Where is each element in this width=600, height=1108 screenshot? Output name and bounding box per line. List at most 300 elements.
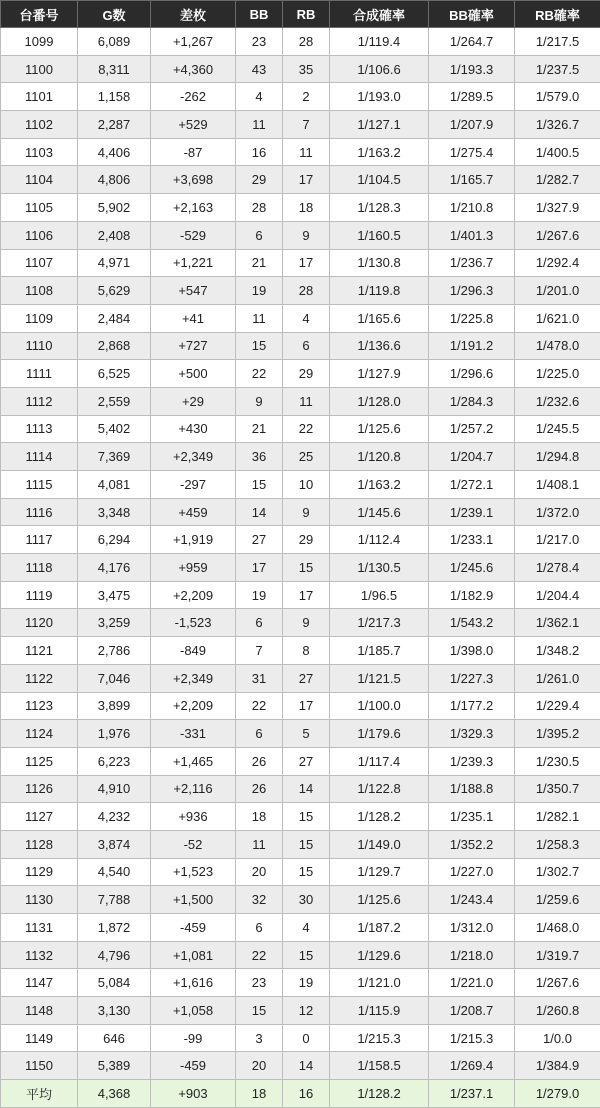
- difference-cell: +459: [151, 498, 236, 526]
- bb-rate-cell: 1/188.8: [429, 775, 515, 803]
- bb-rate-cell: 1/233.1: [429, 526, 515, 554]
- bb-cell: 36: [236, 443, 283, 471]
- header-cell-bb: BB: [236, 1, 283, 28]
- games-cell: 3,475: [78, 581, 151, 609]
- difference-cell: -87: [151, 138, 236, 166]
- bb-cell: 27: [236, 526, 283, 554]
- combined-rate-cell: 1/128.2: [330, 803, 429, 831]
- combined-rate-cell: 1/112.4: [330, 526, 429, 554]
- machine-number-cell: 1103: [1, 138, 78, 166]
- bb-cell: 15: [236, 332, 283, 360]
- rb-cell: 14: [283, 1052, 330, 1080]
- average-cell: 16: [283, 1080, 330, 1108]
- machine-number-cell: 1115: [1, 471, 78, 499]
- machine-number-cell: 1114: [1, 443, 78, 471]
- combined-rate-cell: 1/215.3: [330, 1024, 429, 1052]
- rb-cell: 35: [283, 55, 330, 83]
- difference-cell: +959: [151, 554, 236, 582]
- bb-rate-cell: 1/193.3: [429, 55, 515, 83]
- bb-cell: 6: [236, 720, 283, 748]
- difference-cell: +29: [151, 387, 236, 415]
- rb-rate-cell: 1/372.0: [515, 498, 600, 526]
- combined-rate-cell: 1/163.2: [330, 138, 429, 166]
- games-cell: 1,976: [78, 720, 151, 748]
- combined-rate-cell: 1/217.3: [330, 609, 429, 637]
- combined-rate-cell: 1/125.6: [330, 415, 429, 443]
- table-row: [1, 997, 600, 1025]
- games-cell: 4,796: [78, 941, 151, 969]
- bb-rate-cell: 1/239.1: [429, 498, 515, 526]
- bb-rate-cell: 1/225.8: [429, 304, 515, 332]
- table-row: [1, 111, 600, 139]
- rb-rate-cell: 1/302.7: [515, 858, 600, 886]
- rb-cell: 25: [283, 443, 330, 471]
- machine-number-cell: 1105: [1, 194, 78, 222]
- games-cell: 3,874: [78, 830, 151, 858]
- games-cell: 2,559: [78, 387, 151, 415]
- rb-cell: 28: [283, 28, 330, 56]
- combined-rate-cell: 1/127.9: [330, 360, 429, 388]
- table-row: [1, 830, 600, 858]
- rb-cell: 4: [283, 914, 330, 942]
- table-row: [1, 969, 600, 997]
- table-row: [1, 249, 600, 277]
- games-cell: 3,259: [78, 609, 151, 637]
- games-cell: 5,084: [78, 969, 151, 997]
- rb-rate-cell: 1/204.4: [515, 581, 600, 609]
- rb-cell: 8: [283, 637, 330, 665]
- games-cell: 4,910: [78, 775, 151, 803]
- bb-rate-cell: 1/177.2: [429, 692, 515, 720]
- difference-cell: +2,163: [151, 194, 236, 222]
- games-cell: 1,158: [78, 83, 151, 111]
- bb-cell: 3: [236, 1024, 283, 1052]
- difference-cell: +547: [151, 277, 236, 305]
- rb-cell: 2: [283, 83, 330, 111]
- games-cell: 5,629: [78, 277, 151, 305]
- difference-cell: +1,500: [151, 886, 236, 914]
- difference-cell: +430: [151, 415, 236, 443]
- table-row: [1, 664, 600, 692]
- table-row: [1, 498, 600, 526]
- machine-number-cell: 1126: [1, 775, 78, 803]
- combined-rate-cell: 1/117.4: [330, 747, 429, 775]
- combined-rate-cell: 1/128.3: [330, 194, 429, 222]
- difference-cell: +727: [151, 332, 236, 360]
- rb-rate-cell: 1/0.0: [515, 1024, 600, 1052]
- bb-rate-cell: 1/235.1: [429, 803, 515, 831]
- bb-rate-cell: 1/245.6: [429, 554, 515, 582]
- difference-cell: +1,465: [151, 747, 236, 775]
- games-cell: 2,868: [78, 332, 151, 360]
- difference-cell: +2,349: [151, 443, 236, 471]
- difference-cell: -459: [151, 1052, 236, 1080]
- games-cell: 4,540: [78, 858, 151, 886]
- average-cell: 1/237.1: [429, 1080, 515, 1108]
- bb-rate-cell: 1/257.2: [429, 415, 515, 443]
- bb-cell: 22: [236, 941, 283, 969]
- bb-cell: 11: [236, 830, 283, 858]
- table-row: [1, 194, 600, 222]
- table-row: [1, 1024, 600, 1052]
- rb-rate-cell: 1/384.9: [515, 1052, 600, 1080]
- rb-rate-cell: 1/327.9: [515, 194, 600, 222]
- games-cell: 4,406: [78, 138, 151, 166]
- rb-cell: 4: [283, 304, 330, 332]
- header-cell-difference: 差枚: [151, 1, 236, 28]
- table-row: [1, 775, 600, 803]
- table-row: [1, 277, 600, 305]
- combined-rate-cell: 1/128.0: [330, 387, 429, 415]
- average-cell: 1/128.2: [330, 1080, 429, 1108]
- bb-rate-cell: 1/289.5: [429, 83, 515, 111]
- header-cell-machine-number: 台番号: [1, 1, 78, 28]
- rb-rate-cell: 1/294.8: [515, 443, 600, 471]
- combined-rate-cell: 1/100.0: [330, 692, 429, 720]
- rb-rate-cell: 1/225.0: [515, 360, 600, 388]
- difference-cell: -529: [151, 221, 236, 249]
- combined-rate-cell: 1/106.6: [330, 55, 429, 83]
- rb-rate-cell: 1/217.0: [515, 526, 600, 554]
- machine-number-cell: 1125: [1, 747, 78, 775]
- rb-cell: 19: [283, 969, 330, 997]
- average-cell: 4,368: [78, 1080, 151, 1108]
- bb-rate-cell: 1/191.2: [429, 332, 515, 360]
- header-cell-combined-rate: 合成確率: [330, 1, 429, 28]
- bb-cell: 7: [236, 637, 283, 665]
- header-cell-bb-rate: BB確率: [429, 1, 515, 28]
- rb-rate-cell: 1/395.2: [515, 720, 600, 748]
- bb-cell: 19: [236, 277, 283, 305]
- rb-cell: 15: [283, 830, 330, 858]
- difference-cell: -1,523: [151, 609, 236, 637]
- bb-cell: 9: [236, 387, 283, 415]
- difference-cell: -52: [151, 830, 236, 858]
- machine-number-cell: 1117: [1, 526, 78, 554]
- machine-number-cell: 1109: [1, 304, 78, 332]
- bb-rate-cell: 1/239.3: [429, 747, 515, 775]
- games-cell: 4,971: [78, 249, 151, 277]
- machine-number-cell: 1101: [1, 83, 78, 111]
- table-row: [1, 332, 600, 360]
- rb-rate-cell: 1/258.3: [515, 830, 600, 858]
- rb-rate-cell: 1/237.5: [515, 55, 600, 83]
- rb-rate-cell: 1/245.5: [515, 415, 600, 443]
- bb-cell: 15: [236, 471, 283, 499]
- bb-rate-cell: 1/236.7: [429, 249, 515, 277]
- bb-rate-cell: 1/218.0: [429, 941, 515, 969]
- bb-cell: 43: [236, 55, 283, 83]
- machine-number-cell: 1099: [1, 28, 78, 56]
- rb-cell: 30: [283, 886, 330, 914]
- bb-cell: 4: [236, 83, 283, 111]
- combined-rate-cell: 1/119.8: [330, 277, 429, 305]
- difference-cell: +1,919: [151, 526, 236, 554]
- bb-cell: 6: [236, 914, 283, 942]
- table-row: [1, 387, 600, 415]
- bb-cell: 29: [236, 166, 283, 194]
- rb-rate-cell: 1/319.7: [515, 941, 600, 969]
- bb-rate-cell: 1/543.2: [429, 609, 515, 637]
- games-cell: 8,311: [78, 55, 151, 83]
- bb-rate-cell: 1/296.6: [429, 360, 515, 388]
- table-row: [1, 803, 600, 831]
- games-cell: 6,089: [78, 28, 151, 56]
- rb-cell: 9: [283, 221, 330, 249]
- machine-number-cell: 1148: [1, 997, 78, 1025]
- bb-rate-cell: 1/243.4: [429, 886, 515, 914]
- rb-rate-cell: 1/267.6: [515, 969, 600, 997]
- difference-cell: +4,360: [151, 55, 236, 83]
- difference-cell: +936: [151, 803, 236, 831]
- rb-rate-cell: 1/229.4: [515, 692, 600, 720]
- table-row: [1, 28, 600, 56]
- rb-cell: 9: [283, 498, 330, 526]
- bb-rate-cell: 1/398.0: [429, 637, 515, 665]
- table-row: [1, 443, 600, 471]
- table-row: [1, 360, 600, 388]
- difference-cell: +1,081: [151, 941, 236, 969]
- bb-rate-cell: 1/215.3: [429, 1024, 515, 1052]
- difference-cell: +41: [151, 304, 236, 332]
- difference-cell: +1,523: [151, 858, 236, 886]
- combined-rate-cell: 1/96.5: [330, 581, 429, 609]
- rb-cell: 29: [283, 360, 330, 388]
- rb-rate-cell: 1/261.0: [515, 664, 600, 692]
- bb-rate-cell: 1/227.3: [429, 664, 515, 692]
- rb-cell: 27: [283, 664, 330, 692]
- combined-rate-cell: 1/121.0: [330, 969, 429, 997]
- machine-number-cell: 1110: [1, 332, 78, 360]
- bb-rate-cell: 1/272.1: [429, 471, 515, 499]
- table-row: [1, 526, 600, 554]
- machine-number-cell: 1120: [1, 609, 78, 637]
- games-cell: 4,176: [78, 554, 151, 582]
- combined-rate-cell: 1/129.7: [330, 858, 429, 886]
- table-row: [1, 692, 600, 720]
- bb-cell: 22: [236, 360, 283, 388]
- bb-rate-cell: 1/264.7: [429, 28, 515, 56]
- combined-rate-cell: 1/158.5: [330, 1052, 429, 1080]
- table-row: [1, 166, 600, 194]
- difference-cell: +2,349: [151, 664, 236, 692]
- bb-cell: 22: [236, 692, 283, 720]
- bb-cell: 15: [236, 997, 283, 1025]
- rb-rate-cell: 1/260.8: [515, 997, 600, 1025]
- games-cell: 2,287: [78, 111, 151, 139]
- rb-cell: 22: [283, 415, 330, 443]
- combined-rate-cell: 1/104.5: [330, 166, 429, 194]
- bb-rate-cell: 1/210.8: [429, 194, 515, 222]
- games-cell: 5,902: [78, 194, 151, 222]
- table-row: [1, 886, 600, 914]
- rb-cell: 29: [283, 526, 330, 554]
- rb-rate-cell: 1/267.6: [515, 221, 600, 249]
- bb-rate-cell: 1/312.0: [429, 914, 515, 942]
- combined-rate-cell: 1/115.9: [330, 997, 429, 1025]
- rb-cell: 10: [283, 471, 330, 499]
- average-cell: +903: [151, 1080, 236, 1108]
- combined-rate-cell: 1/120.8: [330, 443, 429, 471]
- bb-cell: 17: [236, 554, 283, 582]
- table-row: [1, 471, 600, 499]
- table-row: [1, 720, 600, 748]
- machine-number-cell: 1104: [1, 166, 78, 194]
- bb-cell: 21: [236, 415, 283, 443]
- machine-number-cell: 1112: [1, 387, 78, 415]
- rb-rate-cell: 1/408.1: [515, 471, 600, 499]
- combined-rate-cell: 1/179.6: [330, 720, 429, 748]
- games-cell: 1,872: [78, 914, 151, 942]
- bb-cell: 23: [236, 969, 283, 997]
- games-cell: 6,525: [78, 360, 151, 388]
- machine-number-cell: 1131: [1, 914, 78, 942]
- games-cell: 6,294: [78, 526, 151, 554]
- table-row: [1, 941, 600, 969]
- table-row: [1, 637, 600, 665]
- table-row: [1, 914, 600, 942]
- bb-rate-cell: 1/352.2: [429, 830, 515, 858]
- rb-cell: 17: [283, 692, 330, 720]
- combined-rate-cell: 1/145.6: [330, 498, 429, 526]
- table-row: [1, 83, 600, 111]
- machine-number-cell: 1147: [1, 969, 78, 997]
- rb-rate-cell: 1/478.0: [515, 332, 600, 360]
- rb-rate-cell: 1/621.0: [515, 304, 600, 332]
- rb-rate-cell: 1/230.5: [515, 747, 600, 775]
- machine-number-cell: 1102: [1, 111, 78, 139]
- rb-cell: 0: [283, 1024, 330, 1052]
- rb-rate-cell: 1/348.2: [515, 637, 600, 665]
- bb-rate-cell: 1/204.7: [429, 443, 515, 471]
- bb-cell: 11: [236, 111, 283, 139]
- rb-rate-cell: 1/282.1: [515, 803, 600, 831]
- machine-number-cell: 1128: [1, 830, 78, 858]
- games-cell: 4,806: [78, 166, 151, 194]
- rb-cell: 14: [283, 775, 330, 803]
- machine-number-cell: 1108: [1, 277, 78, 305]
- machine-number-cell: 1122: [1, 664, 78, 692]
- rb-rate-cell: 1/278.4: [515, 554, 600, 582]
- machine-number-cell: 1123: [1, 692, 78, 720]
- bb-cell: 32: [236, 886, 283, 914]
- games-cell: 4,081: [78, 471, 151, 499]
- bb-rate-cell: 1/275.4: [429, 138, 515, 166]
- difference-cell: +3,698: [151, 166, 236, 194]
- difference-cell: +2,209: [151, 692, 236, 720]
- machine-number-cell: 1132: [1, 941, 78, 969]
- rb-rate-cell: 1/232.6: [515, 387, 600, 415]
- machine-number-cell: 1116: [1, 498, 78, 526]
- difference-cell: -331: [151, 720, 236, 748]
- table-row: [1, 554, 600, 582]
- combined-rate-cell: 1/163.2: [330, 471, 429, 499]
- rb-rate-cell: 1/201.0: [515, 277, 600, 305]
- difference-cell: +1,267: [151, 28, 236, 56]
- bb-rate-cell: 1/165.7: [429, 166, 515, 194]
- games-cell: 646: [78, 1024, 151, 1052]
- difference-cell: -849: [151, 637, 236, 665]
- games-cell: 4,232: [78, 803, 151, 831]
- bb-cell: 18: [236, 803, 283, 831]
- difference-cell: +529: [151, 111, 236, 139]
- games-cell: 2,484: [78, 304, 151, 332]
- combined-rate-cell: 1/187.2: [330, 914, 429, 942]
- machine-number-cell: 1130: [1, 886, 78, 914]
- rb-cell: 15: [283, 803, 330, 831]
- rb-rate-cell: 1/400.5: [515, 138, 600, 166]
- header-cell-rb: RB: [283, 1, 330, 28]
- machine-number-cell: 1150: [1, 1052, 78, 1080]
- bb-rate-cell: 1/296.3: [429, 277, 515, 305]
- rb-rate-cell: 1/579.0: [515, 83, 600, 111]
- table-row: [1, 858, 600, 886]
- games-cell: 3,130: [78, 997, 151, 1025]
- combined-rate-cell: 1/129.6: [330, 941, 429, 969]
- rb-cell: 17: [283, 249, 330, 277]
- bb-cell: 21: [236, 249, 283, 277]
- rb-cell: 15: [283, 858, 330, 886]
- bb-cell: 6: [236, 609, 283, 637]
- bb-cell: 16: [236, 138, 283, 166]
- table-body: [1, 28, 600, 1080]
- table-row: [1, 1052, 600, 1080]
- rb-rate-cell: 1/292.4: [515, 249, 600, 277]
- difference-cell: -297: [151, 471, 236, 499]
- rb-rate-cell: 1/282.7: [515, 166, 600, 194]
- rb-cell: 15: [283, 941, 330, 969]
- machine-number-cell: 1106: [1, 221, 78, 249]
- rb-cell: 17: [283, 581, 330, 609]
- rb-rate-cell: 1/468.0: [515, 914, 600, 942]
- machine-number-cell: 1100: [1, 55, 78, 83]
- bb-cell: 14: [236, 498, 283, 526]
- rb-rate-cell: 1/217.5: [515, 28, 600, 56]
- rb-cell: 17: [283, 166, 330, 194]
- rb-cell: 11: [283, 387, 330, 415]
- difference-cell: +1,616: [151, 969, 236, 997]
- table-row: [1, 415, 600, 443]
- rb-rate-cell: 1/259.6: [515, 886, 600, 914]
- difference-cell: -459: [151, 914, 236, 942]
- bb-cell: 26: [236, 747, 283, 775]
- average-label-cell: 平均: [1, 1080, 78, 1108]
- table-row: [1, 55, 600, 83]
- machine-number-cell: 1107: [1, 249, 78, 277]
- bb-cell: 26: [236, 775, 283, 803]
- difference-cell: -99: [151, 1024, 236, 1052]
- bb-cell: 20: [236, 858, 283, 886]
- games-cell: 5,402: [78, 415, 151, 443]
- bb-rate-cell: 1/284.3: [429, 387, 515, 415]
- rb-rate-cell: 1/350.7: [515, 775, 600, 803]
- bb-rate-cell: 1/207.9: [429, 111, 515, 139]
- games-cell: 7,046: [78, 664, 151, 692]
- table-row: [1, 581, 600, 609]
- bb-cell: 31: [236, 664, 283, 692]
- header-cell-rb-rate: RB確率: [515, 1, 600, 28]
- rb-cell: 28: [283, 277, 330, 305]
- table-header-row: [1, 1, 600, 28]
- average-cell: 1/279.0: [515, 1080, 600, 1108]
- machine-number-cell: 1121: [1, 637, 78, 665]
- combined-rate-cell: 1/149.0: [330, 830, 429, 858]
- combined-rate-cell: 1/136.6: [330, 332, 429, 360]
- games-cell: 7,369: [78, 443, 151, 471]
- machine-number-cell: 1127: [1, 803, 78, 831]
- difference-cell: +2,209: [151, 581, 236, 609]
- machine-number-cell: 1113: [1, 415, 78, 443]
